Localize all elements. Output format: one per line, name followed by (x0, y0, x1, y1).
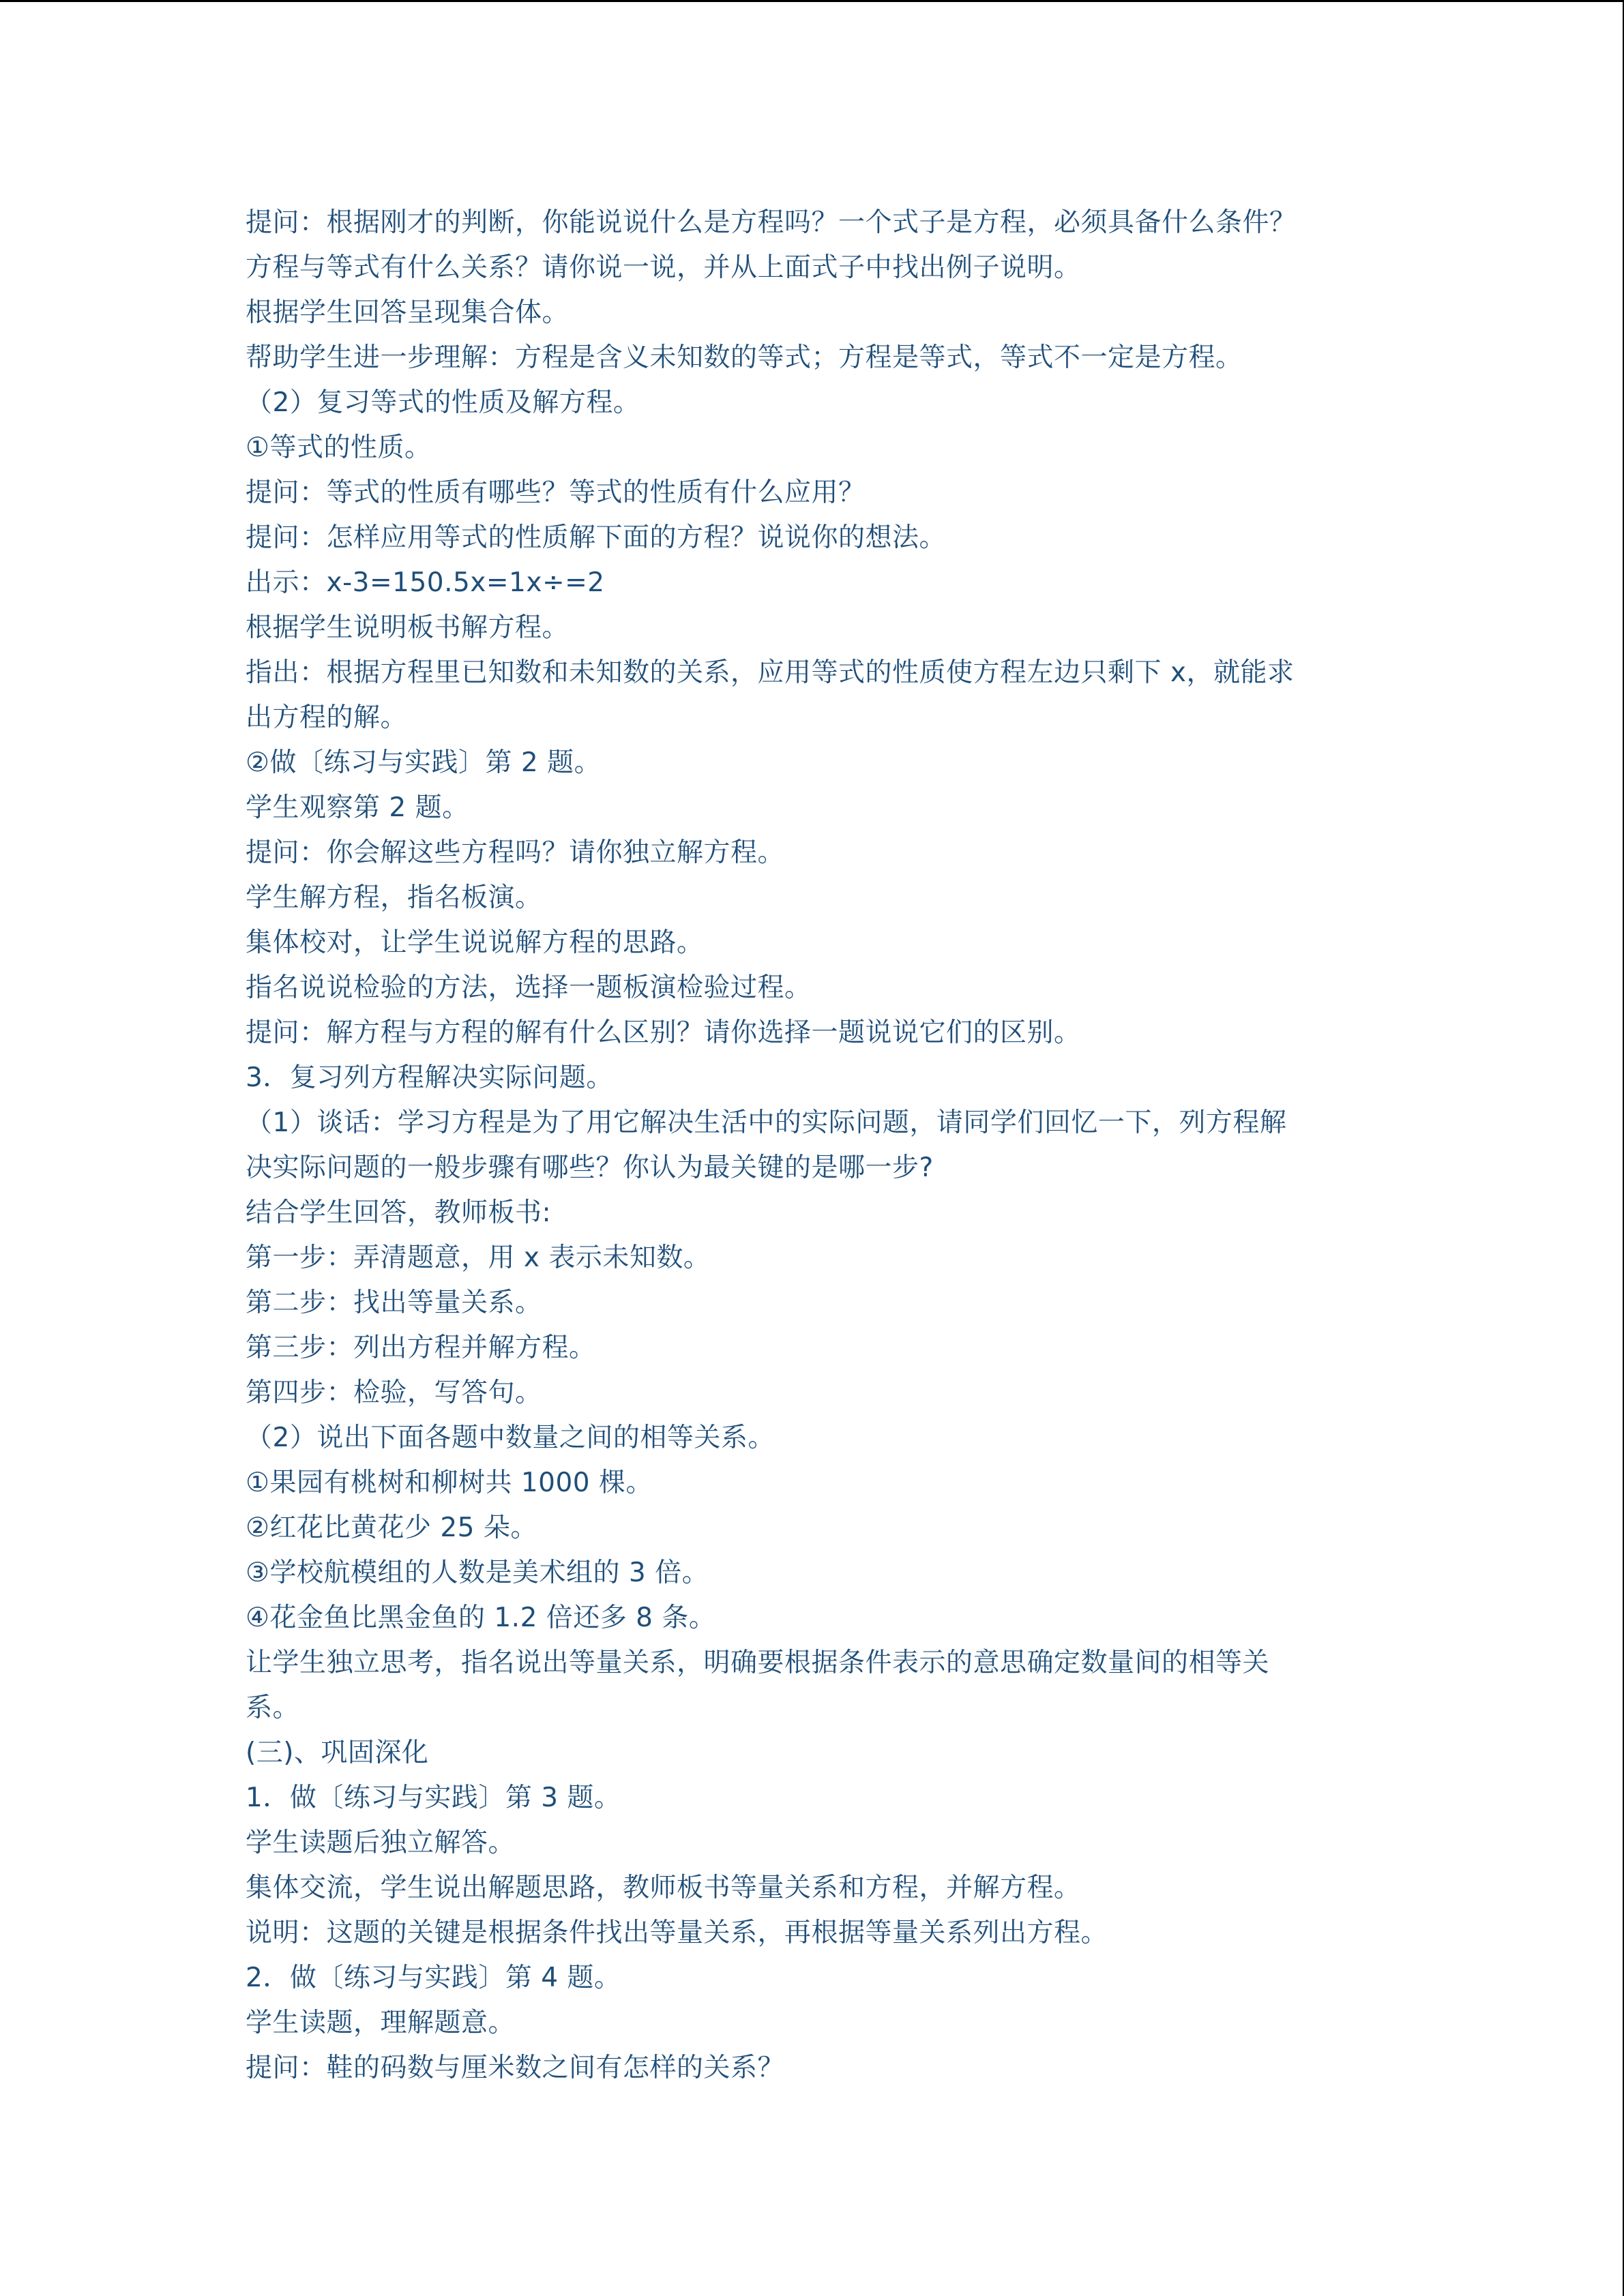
text-line: 提问：怎样应用等式的性质解下面的方程？说说你的想法。 (246, 522, 947, 553)
text-line: ②红花比黄花少 25 朵。 (246, 1512, 537, 1543)
text-line: （1）谈话：学习方程是为了用它解决生活中的实际问题，请同学们回忆一下，列方程解 (246, 1107, 1287, 1138)
text-line: 提问：等式的性质有哪些？等式的性质有什么应用？ (246, 477, 866, 508)
text-line: 集体交流，学生说出解题思路，教师板书等量关系和方程，并解方程。 (246, 1873, 1081, 1903)
section-heading: （2）复习等式的性质及解方程。 (246, 387, 640, 418)
text-line: ②做〔练习与实践〕第 2 题。 (246, 747, 602, 778)
text-line: 提问：鞋的码数与厘米数之间有怎样的关系？ (246, 2053, 785, 2083)
text-line: 第一步：弄清题意，用 x 表示未知数。 (246, 1242, 711, 1273)
text-line: 集体校对，让学生说说解方程的思路。 (246, 927, 704, 958)
text-line: 学生观察第 2 题。 (246, 792, 469, 823)
text-line: 方程与等式有什么关系？请你说一说，并从上面式子中找出例子说明。 (246, 252, 1081, 283)
text-line: 第四步：检验，写答句。 (246, 1377, 542, 1408)
text-line: 提问：你会解这些方程吗？请你独立解方程。 (246, 837, 785, 868)
text-line: 第二步：找出等量关系。 (246, 1287, 542, 1318)
text-line: 指出：根据方程里已知数和未知数的关系，应用等式的性质使方程左边只剩下 x，就能求 (246, 657, 1295, 688)
document-body (246, 200, 1364, 2091)
page-top-border (0, 0, 1624, 2)
text-line: 学生读题后独立解答。 (246, 1828, 516, 1858)
text-line: 2．做〔练习与实践〕第 4 题。 (246, 1963, 621, 1993)
section-heading: （2）说出下面各题中数量之间的相等关系。 (246, 1422, 775, 1453)
text-line: 根据学生说明板书解方程。 (246, 612, 570, 643)
text-line: 让学生独立思考，指名说出等量关系，明确要根据条件表示的意思确定数量间的相等关 (246, 1648, 1270, 1678)
text-line: ④花金鱼比黑金鱼的 1.2 倍还多 8 条。 (246, 1602, 716, 1633)
text-line: ①等式的性质。 (246, 432, 432, 463)
text-line: 提问：解方程与方程的解有什么区别？请你选择一题说说它们的区别。 (246, 1017, 1081, 1048)
text-line: 根据学生回答呈现集合体。 (246, 297, 570, 328)
text-line: 提问：根据刚才的判断，你能说说什么是方程吗？一个式子是方程，必须具备什么条件？ (246, 207, 1297, 238)
text-line: 出方程的解。 (246, 702, 408, 733)
text-line: 说明：这题的关键是根据条件找出等量关系，再根据等量关系列出方程。 (246, 1918, 1108, 1948)
text-line: ③学校航模组的人数是美术组的 3 倍。 (246, 1557, 709, 1588)
text-line: ①果园有桃树和柳树共 1000 棵。 (246, 1467, 653, 1498)
text-line: 决实际问题的一般步骤有哪些？你认为最关键的是哪一步? (246, 1152, 934, 1183)
text-line: 帮助学生进一步理解：方程是含义未知数的等式；方程是等式，等式不一定是方程。 (246, 342, 1243, 373)
section-heading: 3．复习列方程解决实际问题。 (246, 1062, 613, 1093)
text-line: 1．做〔练习与实践〕第 3 题。 (246, 1783, 621, 1813)
text-line: 学生解方程，指名板演。 (246, 882, 542, 913)
text-line: 系。 (246, 1693, 300, 1723)
equation-line: 出示：x-3=150.5x=1x÷=2 (246, 567, 605, 598)
text-line: 学生读题，理解题意。 (246, 2008, 516, 2038)
section-heading: (三)、巩固深化 (246, 1738, 429, 1768)
text-line: 第三步：列出方程并解方程。 (246, 1332, 596, 1363)
text-line: 指名说说检验的方法，选择一题板演检验过程。 (246, 972, 812, 1003)
text-line: 结合学生回答，教师板书: (246, 1197, 552, 1228)
